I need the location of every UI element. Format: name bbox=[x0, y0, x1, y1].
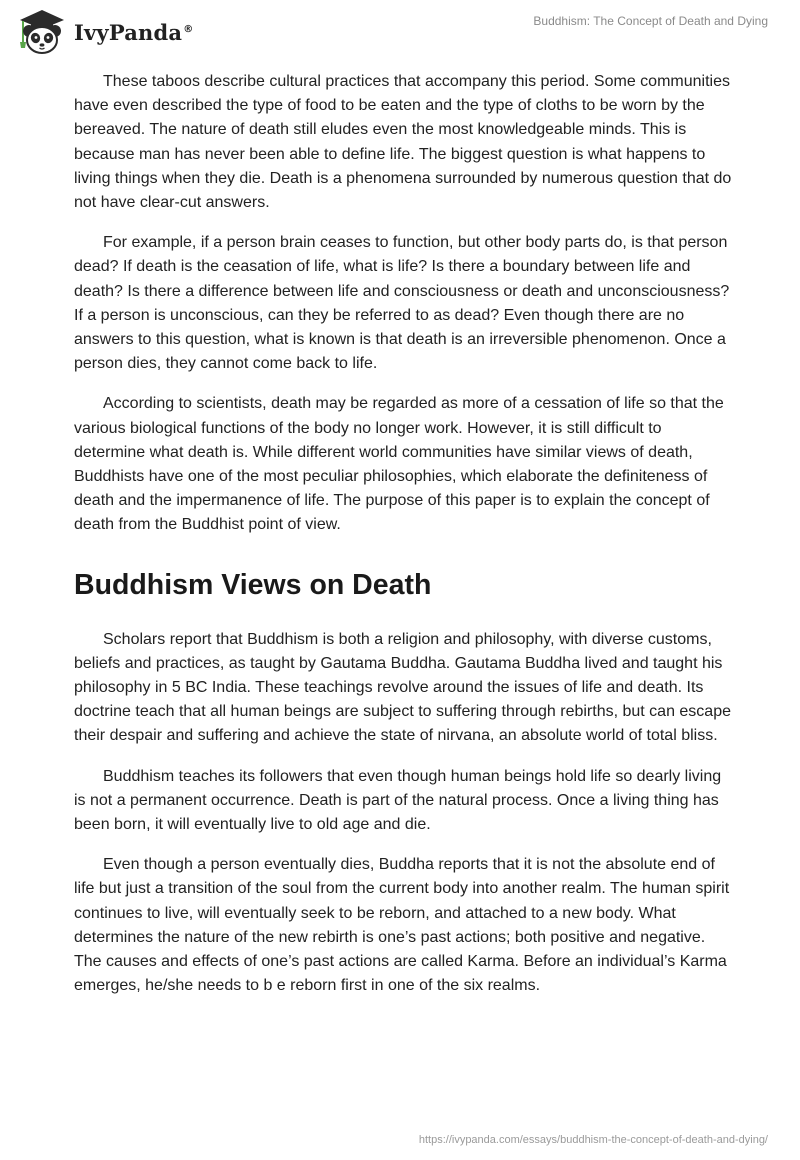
registered-mark: ® bbox=[183, 23, 194, 35]
paragraph: Scholars report that Buddhism is both a religion and philosophy, with diverse customs, beliefs and practices, as taught by Gautama Buddha. Gautama Buddha lived and taught his philosophy in 5 BC India. These teachings revolve around the issues of life and death. Its doctrine teach that all human beings are subject to suffering through rebirths, but can escape their despair and suffering and achieve the state of nirvana, an absolute world of total bliss. bbox=[74, 630, 731, 745]
paragraph: According to scientists, death may be regarded as more of a cessation of life so that the various biological functions of the body no longer work. However, it is still difficult to determine what death is. While different world communities have similar views of death, Buddhists have one of the most peculiar philosophies, which elaborate the definiteness of death and the impermanence of life. The purpose of this paper is to explain the concept of death from the Buddhist point of view. bbox=[74, 395, 724, 534]
paragraph: These taboos describe cultural practices that accompany this period. Some communities have even described the type of food to be eaten and the type of cloths to be worn by the bereaved. The nature of death still eludes even the most knowledgeable minds. This is because man has never been able to define life. The biggest question is what happens to living things when they die. Death is a phenomena surrounded by numerous question that do not have clear-cut answers. bbox=[74, 73, 732, 212]
paragraph: Even though a person eventually dies, Buddha reports that it is not the absolute end of life but just a transition of the soul from the current body into another realm. The human spirit continues to live, will eventually seek to be reborn, and attached to a new body. What determines the nature of the new rebirth is one’s past actions; both positive and negative. The causes and effects of one’s past actions are called Karma. Before an individual’s Karma emerges, he/she needs to b e reborn first in one of the six realms. bbox=[74, 856, 730, 995]
logo-wordmark: IvyPanda® bbox=[74, 19, 194, 45]
footer-url[interactable]: https://ivypanda.com/essays/buddhism-the-concept-of-death-and-dying/ bbox=[418, 1134, 768, 1146]
page-header bbox=[0, 0, 800, 60]
paragraph: Buddhism teaches its followers that even though human beings hold life so dearly living is not a permanent occurrence. Death is part of the natural process. Once a living thing has been born, it will eventually live to old age and die. bbox=[74, 767, 722, 834]
panda-graduation-cap-icon bbox=[14, 6, 70, 56]
paragraph: For example, if a person brain ceases to function, but other body parts do, is that person dead? If death is the ceasation of life, what is life? Is there a boundary between life and death? Is there a difference between life and consciousness or death and unconsciousness? If a person is unconscious, can they be referred to as dead? Even though there are no answers to this question, what is known is that death is an irreversible phenomenon. Once a person dies, they cannot come back to life. bbox=[74, 234, 730, 373]
essay-content bbox=[74, 70, 736, 1015]
ivypanda-logo[interactable] bbox=[14, 6, 193, 56]
document-title: Buddhism: The Concept of Death and Dying bbox=[533, 14, 768, 28]
section-heading: Buddhism Views on Death bbox=[74, 568, 432, 601]
